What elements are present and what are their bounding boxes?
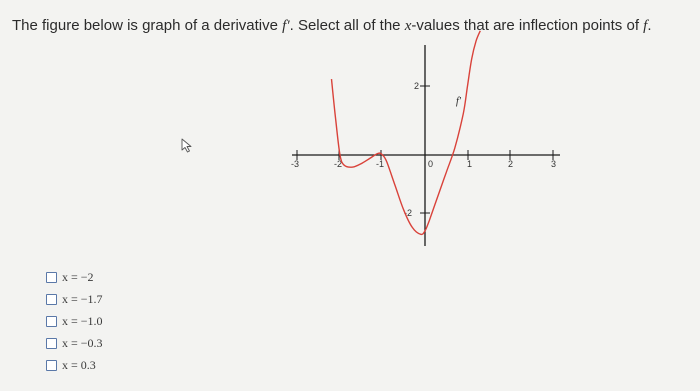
choice-option[interactable] xyxy=(46,290,103,309)
question-part-2: . Select all of the xyxy=(289,17,405,34)
f-prime-symbol: f′ xyxy=(282,18,290,34)
question-part-3: -values that are inflection points of xyxy=(411,17,644,34)
choice-option[interactable] xyxy=(46,312,103,331)
x-tick-label: 2 xyxy=(508,159,514,169)
choice-option[interactable] xyxy=(46,334,103,353)
pointer-cursor-icon xyxy=(180,138,194,154)
f-prime-curve xyxy=(332,31,481,235)
checkbox[interactable] xyxy=(46,338,57,349)
question-part-1: The figure below is graph of a derivative xyxy=(12,17,283,34)
x-tick-label: 1 xyxy=(467,159,473,169)
answer-choices xyxy=(46,268,103,378)
checkbox[interactable] xyxy=(46,316,57,327)
choice-label: x = −0.3 xyxy=(62,336,103,350)
choice-label: x = −1.0 xyxy=(62,314,103,328)
question-part-4: . xyxy=(647,17,652,34)
y-tick-label: -2 xyxy=(404,208,413,218)
x-tick-label: -2 xyxy=(334,159,343,169)
checkbox[interactable] xyxy=(46,272,57,283)
f-symbol: f xyxy=(643,18,648,34)
x-tick-label: -1 xyxy=(376,159,385,169)
choice-label: x = 0.3 xyxy=(62,358,96,372)
x-tick-label: -3 xyxy=(291,159,300,169)
x-tick-label: 3 xyxy=(551,159,557,169)
checkbox[interactable] xyxy=(46,360,57,371)
y-tick-label: 2 xyxy=(414,81,420,91)
choice-label: x = −1.7 xyxy=(62,292,103,306)
x-tick-label: 0 xyxy=(428,159,434,169)
choice-option[interactable] xyxy=(46,356,103,375)
curve-label: f′ xyxy=(456,96,461,107)
choice-option[interactable] xyxy=(46,268,103,287)
x-variable: x xyxy=(404,18,412,34)
choice-label: x = −2 xyxy=(62,270,94,284)
checkbox[interactable] xyxy=(46,294,57,305)
